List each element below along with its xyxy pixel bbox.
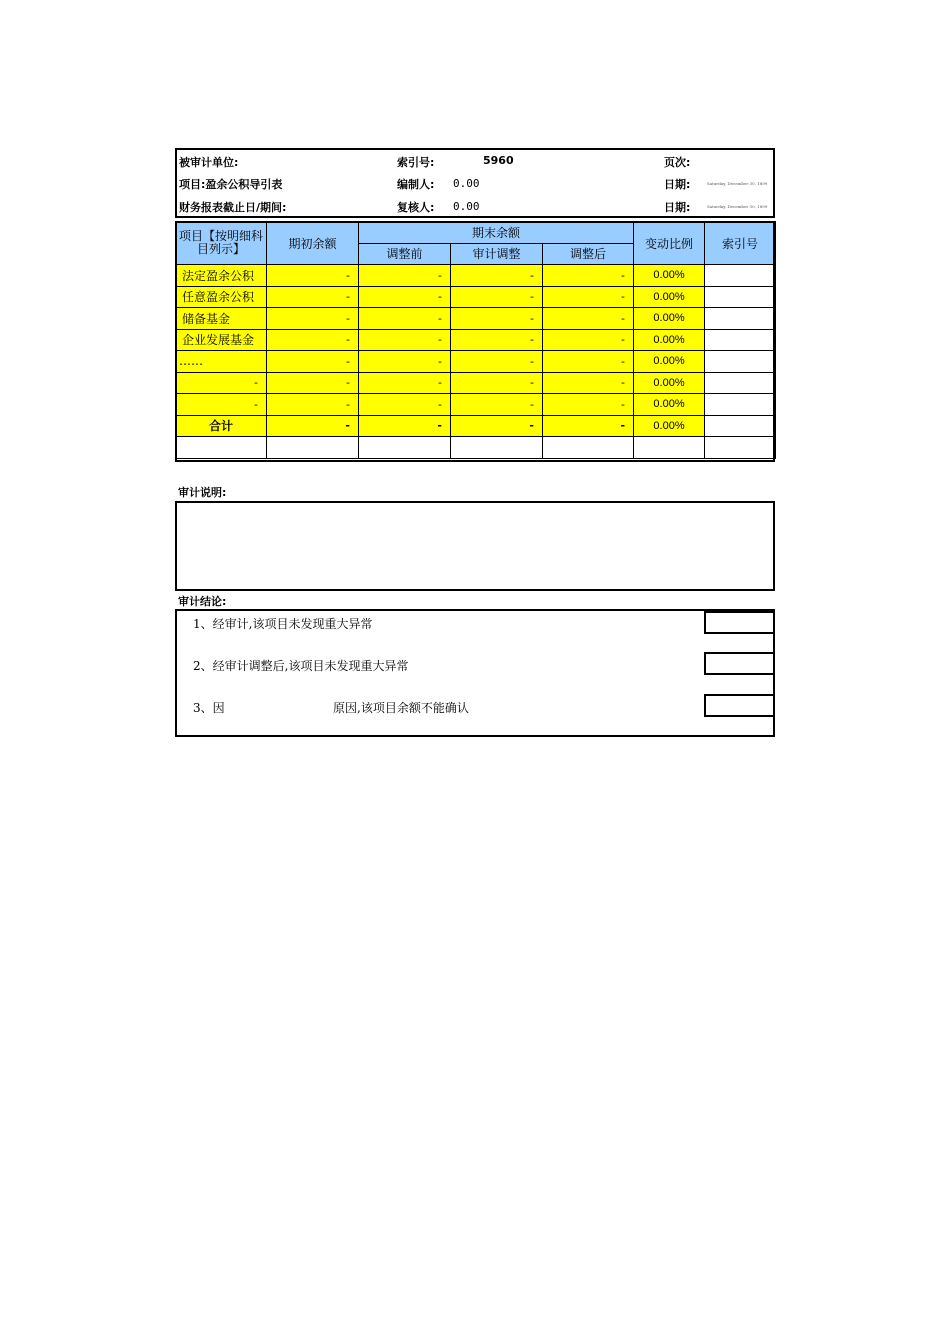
surplus-reserve-table xyxy=(175,221,776,459)
total-ratio: 0.00% xyxy=(634,415,705,437)
index-value[interactable]: 5960 xyxy=(483,154,514,167)
row-opening[interactable]: - xyxy=(267,265,359,287)
row-after[interactable]: - xyxy=(543,286,634,308)
row-before[interactable]: - xyxy=(359,308,451,330)
total-row xyxy=(176,415,776,437)
preparer-label: 编制人: xyxy=(397,178,435,191)
reviewer-value[interactable]: 0.00 xyxy=(453,200,480,213)
row-before[interactable]: - xyxy=(359,329,451,351)
row-after[interactable]: - xyxy=(543,265,634,287)
row-ratio[interactable]: 0.00% xyxy=(634,394,705,416)
row-opening[interactable]: - xyxy=(267,351,359,373)
col-after-header: 调整后 xyxy=(543,243,634,265)
col-adjust-header: 审计调整 xyxy=(451,243,543,265)
row-index[interactable] xyxy=(705,265,776,287)
item-title: 项目:盈余公积导引表 xyxy=(179,178,283,191)
row-ratio[interactable]: 0.00% xyxy=(634,286,705,308)
notes-label: 审计说明: xyxy=(178,486,227,499)
header-box xyxy=(175,148,775,218)
date-value-2[interactable]: Saturday, December 30, 1899 xyxy=(707,204,768,209)
row-ratio[interactable]: 0.00% xyxy=(634,329,705,351)
row-after[interactable]: - xyxy=(543,329,634,351)
row-after[interactable]: - xyxy=(543,351,634,373)
row-index[interactable] xyxy=(705,329,776,351)
row-before[interactable]: - xyxy=(359,286,451,308)
col-closing-group-header: 期末余额 xyxy=(359,222,634,244)
row-before[interactable]: - xyxy=(359,351,451,373)
row-index[interactable] xyxy=(705,351,776,373)
conclusion-2: 2、经审计调整后,该项目未发现重大异常 xyxy=(193,659,409,673)
row-name[interactable]: 任意盈余公积 xyxy=(176,286,267,308)
blank-row xyxy=(176,437,776,459)
row-adjust[interactable]: - xyxy=(451,308,543,330)
row-adjust[interactable]: - xyxy=(451,286,543,308)
row-before[interactable]: - xyxy=(359,265,451,287)
preparer-value[interactable]: 0.00 xyxy=(453,177,480,190)
total-index[interactable] xyxy=(705,415,776,437)
conclusion-box xyxy=(175,609,775,737)
separator xyxy=(704,715,773,716)
conclusion-3-checkbox[interactable] xyxy=(704,694,775,717)
date-label-1: 日期: xyxy=(664,178,691,191)
row-adjust[interactable]: - xyxy=(451,265,543,287)
blank-cell[interactable] xyxy=(634,437,705,459)
table-row xyxy=(176,265,776,287)
row-before[interactable]: - xyxy=(359,394,451,416)
row-name[interactable]: - xyxy=(176,372,267,394)
row-name[interactable]: 法定盈余公积 xyxy=(176,265,267,287)
col-opening-header: 期初余额 xyxy=(267,222,359,265)
row-before[interactable]: - xyxy=(359,372,451,394)
row-name[interactable]: 企业发展基金 xyxy=(176,329,267,351)
row-ratio[interactable]: 0.00% xyxy=(634,372,705,394)
total-adjust: - xyxy=(451,415,543,437)
conclusion-1: 1、经审计,该项目未发现重大异常 xyxy=(193,617,373,631)
audit-notes-box[interactable] xyxy=(175,501,775,591)
reviewer-label: 复核人: xyxy=(397,201,435,214)
table-row xyxy=(176,329,776,351)
table-row xyxy=(176,286,776,308)
page-label: 页次: xyxy=(664,156,691,169)
blank-cell[interactable] xyxy=(543,437,634,459)
period-label: 财务报表截止日/期间: xyxy=(179,201,287,214)
row-adjust[interactable]: - xyxy=(451,372,543,394)
row-after[interactable]: - xyxy=(543,372,634,394)
row-ratio[interactable]: 0.00% xyxy=(634,351,705,373)
row-adjust[interactable]: - xyxy=(451,329,543,351)
row-opening[interactable]: - xyxy=(267,372,359,394)
row-index[interactable] xyxy=(705,394,776,416)
row-name[interactable]: 储备基金 xyxy=(176,308,267,330)
date-label-2: 日期: xyxy=(664,201,691,214)
row-adjust[interactable]: - xyxy=(451,351,543,373)
table-row xyxy=(176,308,776,330)
conclusion-1-checkbox[interactable] xyxy=(704,611,775,634)
total-opening: - xyxy=(267,415,359,437)
table-row xyxy=(176,394,776,416)
row-opening[interactable]: - xyxy=(267,308,359,330)
table-row xyxy=(176,372,776,394)
row-name[interactable]: - xyxy=(176,394,267,416)
row-adjust[interactable]: - xyxy=(451,394,543,416)
row-index[interactable] xyxy=(705,308,776,330)
audited-unit-label: 被审计单位: xyxy=(179,156,239,169)
conclusion-label: 审计结论: xyxy=(178,595,227,608)
total-label: 合计 xyxy=(176,415,267,437)
row-index[interactable] xyxy=(705,372,776,394)
blank-cell[interactable] xyxy=(267,437,359,459)
table-row xyxy=(176,351,776,373)
col-item-header: 项目【按明细科目列示】 xyxy=(176,222,267,265)
blank-cell[interactable] xyxy=(176,437,267,459)
blank-cell[interactable] xyxy=(451,437,543,459)
total-before: - xyxy=(359,415,451,437)
row-name[interactable]: …… xyxy=(176,351,267,373)
conclusion-3-prefix: 3、因 xyxy=(193,701,225,715)
row-opening[interactable]: - xyxy=(267,329,359,351)
row-after[interactable]: - xyxy=(543,308,634,330)
col-before-header: 调整前 xyxy=(359,243,451,265)
row-after[interactable]: - xyxy=(543,394,634,416)
blank-cell[interactable] xyxy=(359,437,451,459)
conclusion-2-checkbox[interactable] xyxy=(704,652,775,675)
conclusion-3-suffix: 原因,该项目余额不能确认 xyxy=(333,701,469,715)
date-value-1[interactable]: Saturday, December 30, 1899 xyxy=(707,181,768,186)
row-ratio[interactable]: 0.00% xyxy=(634,308,705,330)
col-index-header: 索引号 xyxy=(705,222,776,265)
row-index[interactable] xyxy=(705,286,776,308)
row-opening[interactable]: - xyxy=(267,286,359,308)
col-ratio-header: 变动比例 xyxy=(634,222,705,265)
total-after: - xyxy=(543,415,634,437)
row-opening[interactable]: - xyxy=(267,394,359,416)
index-label: 索引号: xyxy=(397,156,435,169)
row-ratio[interactable]: 0.00% xyxy=(634,265,705,287)
blank-cell[interactable] xyxy=(705,437,776,459)
